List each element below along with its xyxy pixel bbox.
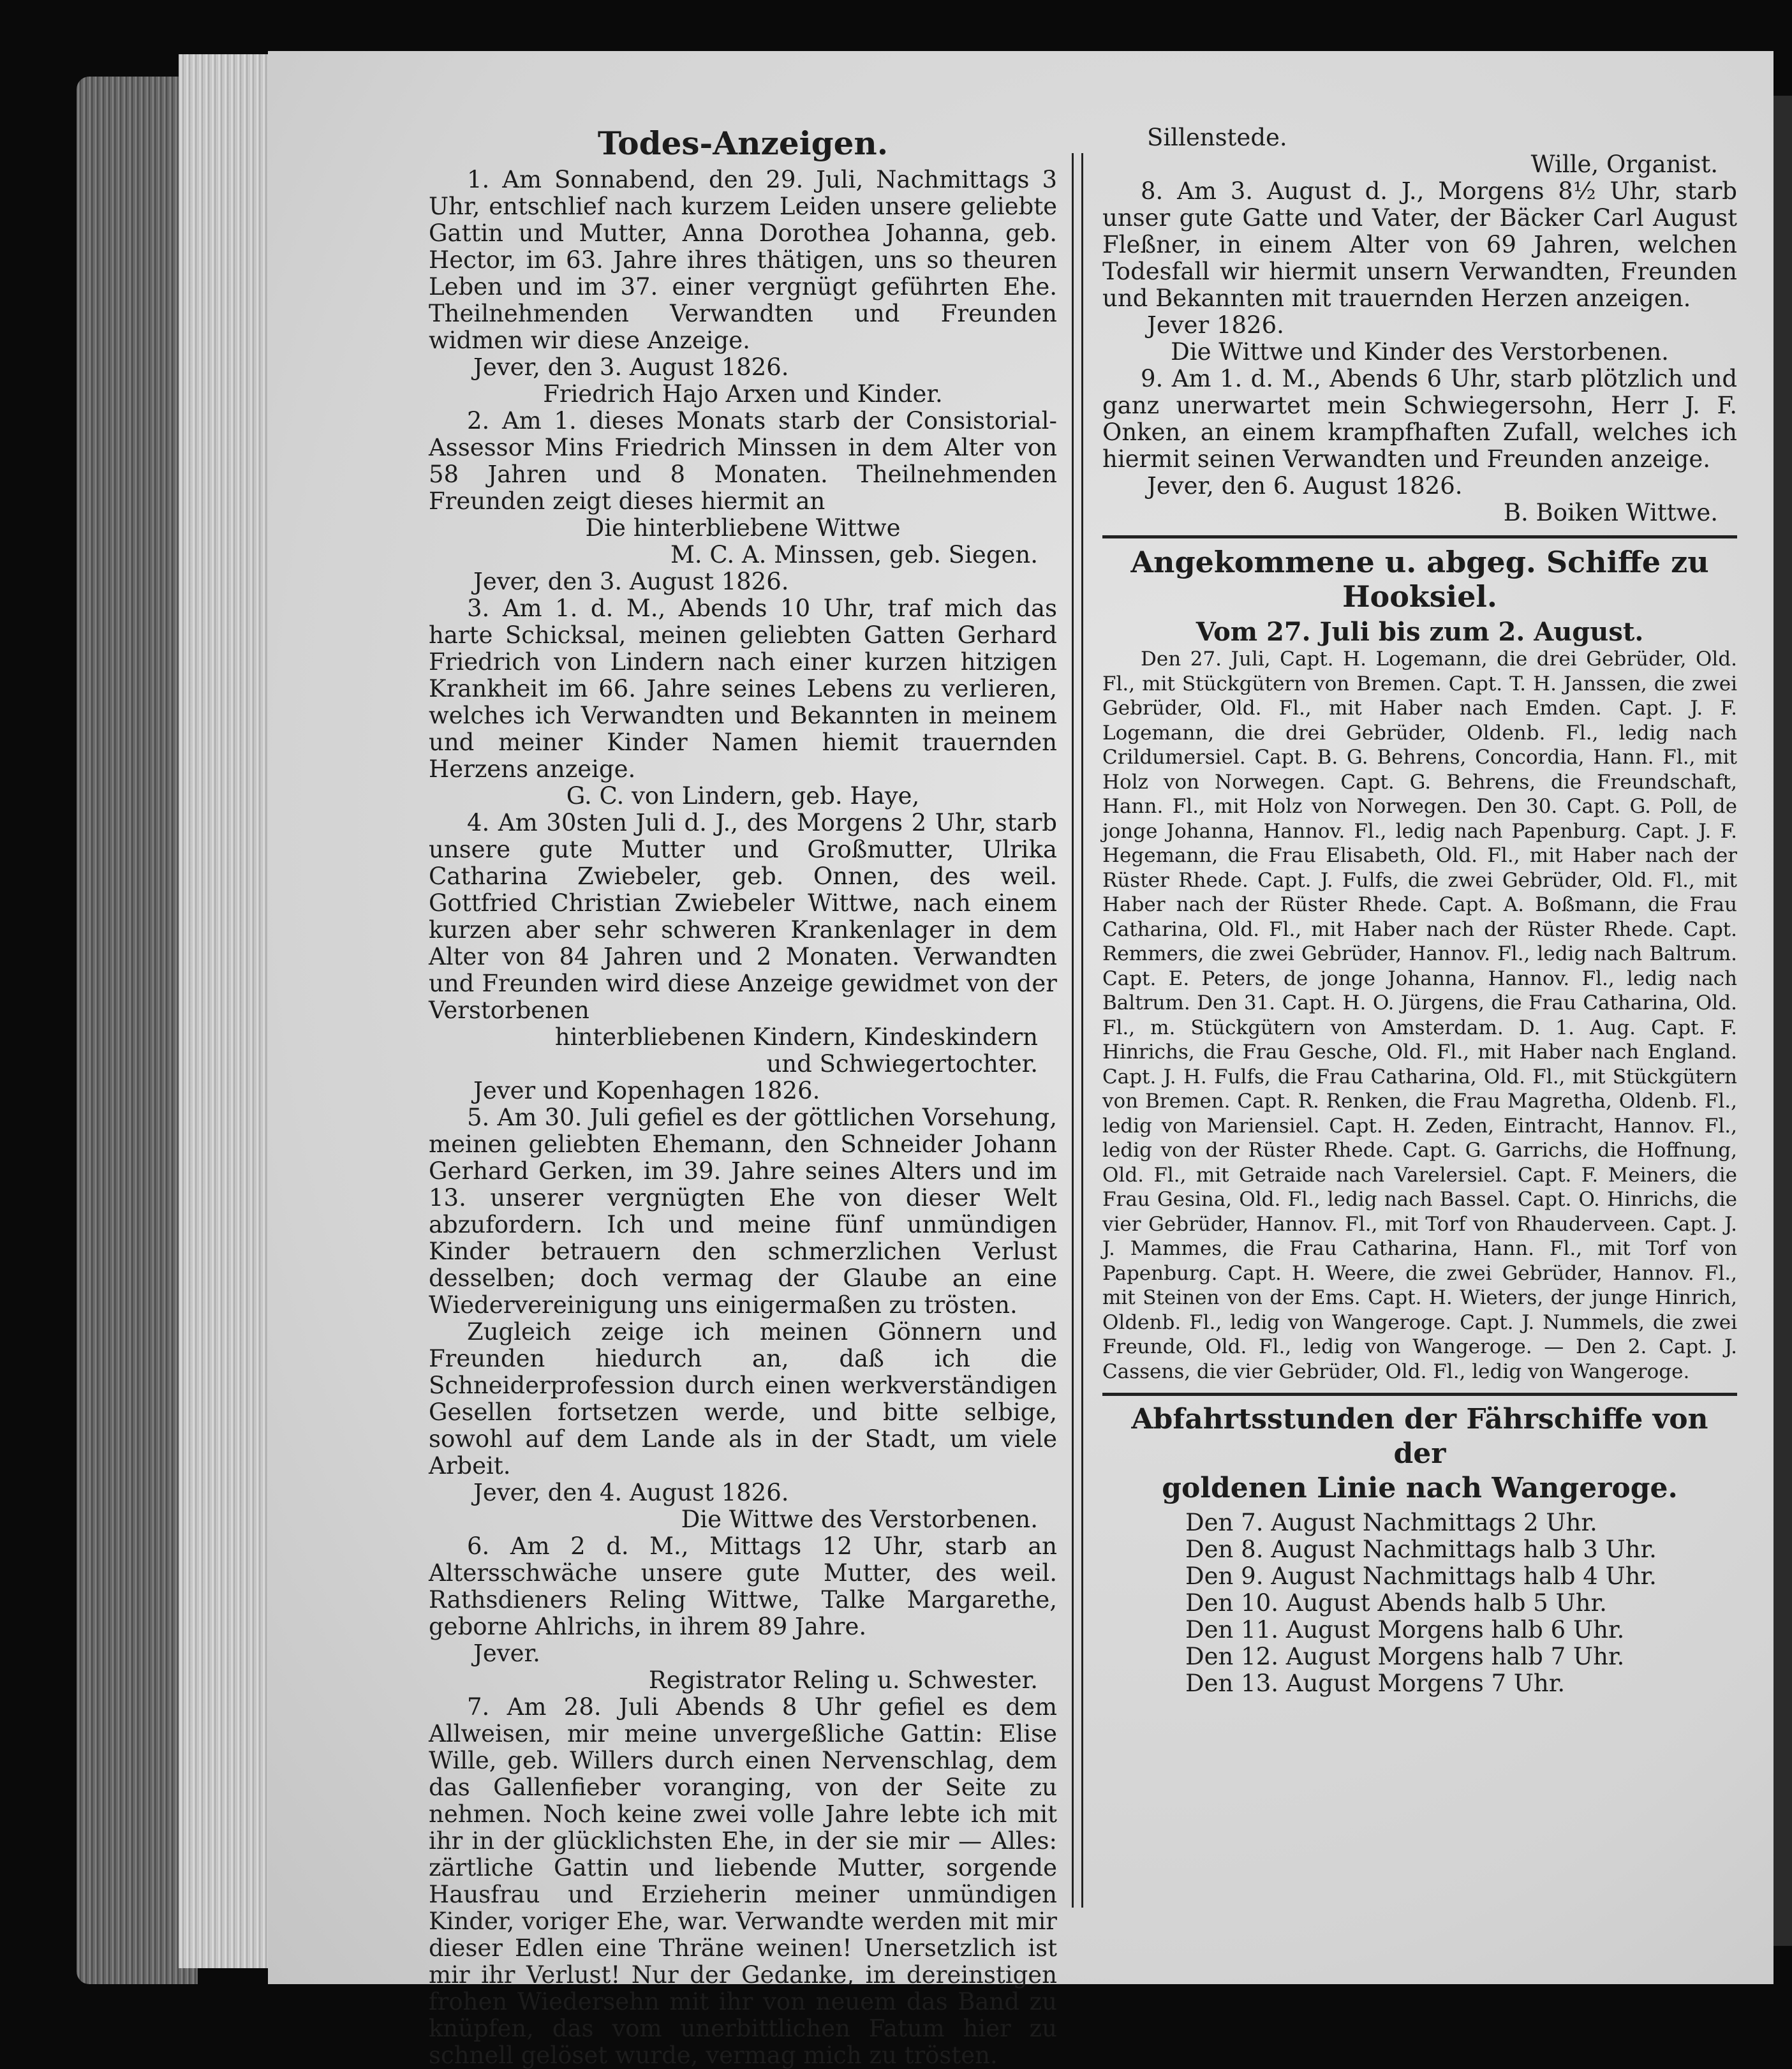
notice-place: Sillenstede. [1147,124,1287,151]
ships-text: Den 27. Juli, Capt. H. Logemann, die drei Gebrüder, Old. Fl., mit Stückgütern von Bremen. Capt. T. H. Janssen, die zwei Gebrüder, Old. Fl., mit Haber nach Emden. Capt. J. F. Logemann, die drei Gebrüder, Oldenb. Fl., ledig nach Crildumersiel. Capt. B. G. Behrens, Concordia, Hann. Fl., mit Holz von Norwegen. Capt. G. Behrens, die Freundschaft, Hann. Fl., mit Holz von Norwegen. Den 30. Capt. G. Poll, de jonge Johanna, Hannov. Fl., ledig nach Papenburg. Capt. J. F. Hegemann, die Frau Elisabeth, Old. Fl., mit Haber nach der Rüster Rhede. Capt. J. Fulfs, die zwei Gebrüder, Old. Fl., mit Haber nach der Rüster Rhede. Capt. A. Boßmann, die Frau Catharina, Old. Fl., mit Haber nach der Rüster Rhede. Capt. Remmers, die zwei Gebrüder, Hannov. Fl., ledig nach Baltrum. Capt. E. Peters, de jonge Johanna, Hannov. Fl., ledig nach Baltrum. Den 31. Capt. H. O. Jürgens, die Frau Catharina, Old. Fl., m. Stückgütern von Amsterdam. D. 1. Aug. Capt. F. Hinrichs, die Frau Gesche, Old. Fl., mit Haber nach England. Capt. J. H. Fulfs, die Frau Catharina, Old. Fl., mit Stückgütern von Bremen. Capt. R. Renken, die Frau Magretha, Oldenb. Fl., ledig von Mariensiel. Capt. H. Zeden, Eintracht, Hannov. Fl., ledig von der Rüster Rhede. Capt. G. Garrichs, die Hoffnung, Old. Fl., mit Getraide nach Varelersiel. Capt. F. Meiners, die Frau Gesina, Old. Fl., ledig nach Bassel. Capt. O. Hinrichs, die vier Gebrüder, Hannov. Fl., mit Torf von Rhauderveen. Capt. J. J. Mammes, die Frau Catharina, Hann. Fl., mit Torf von Papenburg. Capt. H. Weere, die zwei Gebrüder, Hannov. Fl., mit Steinen von der Ems. Capt. H. Wieters, der junge Hinrich, Oldenb. Fl., ledig von Wangeroge. Capt. J. Nummels, die zwei Freunde, Old. Fl., ledig von Wangeroge. — Den 2. Capt. J. Cassens, die vier Gebrüder, Old. Fl., ledig von Wangeroge. [1102,648,1737,1383]
notice-text: 9. Am 1. d. M., Abends 6 Uhr, starb plötzlich und ganz unerwartet mein Schwiegersohn, Herr J. F. Onken, an einem krampfhaften Zufall, welches ich hiermit seinen Verwandten und Freunden anzeige. [1102,365,1737,473]
ferry-times [1102,1509,1737,1697]
notice-text: 3. Am 1. d. M., Abends 10 Uhr, traf mich das harte Schicksal, meinen geliebten Gatten Gerhard Friedrich von Lindern nach einer kurzen hitzigen Krankheit im 66. Jahre seines Lebens zu verlieren, welches ich Verwandten und Bekannten in meinem und meiner Kinder Namen hiemit trauernden Herzens anzeige. [429,595,1057,783]
notice-5 [429,1104,1057,1533]
notice-place: Jever, den 3. August 1826. [473,568,789,595]
ships-heading: Angekommene u. abgeg. Schiffe zu Hooksiel. [1130,545,1709,614]
notice-signature: M. C. A. Minssen, geb. Siegen. [670,541,1038,568]
notice-signature: und Schwiegertochter. [766,1050,1038,1078]
ferry-time: Den 13. August Morgens 7 Uhr. [1185,1670,1566,1697]
notice-3 [429,595,1057,810]
notice-text: 2. Am 1. dieses Monats starb der Consistorial-Assessor Mins Friedrich Minssen in dem Alter von 58 Jahren und 8 Monaten. Theilnehmenden Freunden zeigt dieses hiermit an [429,407,1057,515]
ferry-time: Den 12. August Morgens halb 7 Uhr. [1185,1643,1625,1670]
ferry-time: Den 10. August Abends halb 5 Uhr. [1185,1589,1607,1617]
ferry-heading-line2: goldenen Linie nach Wangeroge. [1162,1472,1678,1504]
notice-signature: Die Wittwe des Verstorbenen. [681,1506,1038,1533]
ferry-time: Den 8. August Nachmittags halb 3 Uhr. [1185,1536,1657,1563]
ferry-time: Den 9. August Nachmittags halb 4 Uhr. [1185,1562,1657,1590]
notice-place: Jever. [473,1640,540,1667]
section-rule [1102,1393,1737,1396]
notice-place: Jever, den 3. August 1826. [473,353,789,381]
notice-signature-pre: Die hinterbliebene Wittwe [585,514,901,542]
section-rule [1102,535,1737,538]
facing-page-edge [1773,96,1792,1946]
notice-place: Jever und Kopenhagen 1826. [473,1077,820,1104]
notice-signature: Wille, Organist. [1530,151,1718,178]
notice-7 [429,1694,1057,2069]
ferry-time: Den 7. August Nachmittags 2 Uhr. [1185,1509,1597,1536]
notice-6 [429,1533,1057,1694]
notice-text: 5. Am 30. Juli gefiel es der göttlichen Vorsehung, meinen geliebten Ehemann, den Schneider Johann Gerhard Gerken, im 39. Jahre seines Alters und im 13. unserer vergnügten Ehe von dieser Welt abzufordern. Ich und meine fünf unmündigen Kinder betrauern den schmerzlichen Verlust desselben; doch vermag der Glaube an eine Wiedervereinigung uns einigermaßen zu trösten. [429,1104,1057,1319]
page-stack-edge [179,54,281,1968]
ships-list [1102,647,1737,1384]
notice-signature: G. C. von Lindern, geb. Haye, [566,782,920,810]
notice-8 [1102,178,1737,366]
right-column [1102,124,1737,1697]
notice-place: Jever 1826. [1147,311,1284,339]
left-column [429,124,1057,2069]
notice-signature: Registrator Reling u. Schwester. [648,1666,1038,1694]
ferry-time: Den 11. August Morgens halb 6 Uhr. [1185,1616,1625,1643]
notice-2 [429,408,1057,595]
death-notices-heading: Todes-Anzeigen. [597,124,889,162]
notice-place: Jever, den 4. August 1826. [473,1479,789,1506]
notice-text: 6. Am 2 d. M., Mittags 12 Uhr, starb an Altersschwäche unsere gute Mutter, des weil. Rathsdieners Reling Wittwe, Talke Margarethe, geborne Ahlrichs, in ihrem 89 Jahre. [429,1532,1057,1640]
notice-text-continued: Zugleich zeige ich meinen Gönnern und Freunden hiedurch an, daß ich die Schneiderprofession durch einen werkverständigen Gesellen fortsetzen werde, und bitte selbige, sowohl auf dem Lande als in der Stadt, um viele Arbeit. [429,1318,1057,1479]
ferry-heading-line1: Abfahrtsstunden der Fährschiffe von der [1131,1403,1708,1470]
notice-4 [429,810,1057,1104]
notice-text: 8. Am 3. August d. J., Morgens 8½ Uhr, starb unser gute Gatte und Vater, der Bäcker Carl August Fleßner, in einem Alter von 69 Jahren, welchen Todesfall wir hiermit unsern Verwandten, Freunden und Bekannten mit trauernden Herzen anzeigen. [1102,177,1737,312]
notice-7-continued [1102,124,1737,178]
notice-text: 1. Am Sonnabend, den 29. Juli, Nachmittags 3 Uhr, entschlief nach kurzem Leiden unsere geliebte Gattin und Mutter, Anna Dorothea Johanna, geb. Hector, im 63. Jahre ihres thätigen, uns so theuren Leben und im 37. einer vergnügt geführten Ehe. Theilnehmenden Verwandten und Freunden widmen wir diese Anzeige. [429,166,1057,354]
notice-signature: Die Wittwe und Kinder des Verstorbenen. [1171,338,1669,366]
notice-signature-pre: hinterbliebenen Kindern, Kindeskindern [554,1023,1038,1051]
ships-subheading: Vom 27. Juli bis zum 2. August. [1196,617,1644,647]
notice-place: Jever, den 6. August 1826. [1147,472,1463,500]
notice-9 [1102,366,1737,526]
notice-signature: B. Boiken Wittwe. [1503,499,1718,526]
notice-text: 4. Am 30sten Juli d. J., des Morgens 2 Uhr, starb unsere gute Mutter und Großmutter, Ulrika Catharina Zwiebeler, geb. Onnen, des weil. Gottfried Christian Zwiebeler Wittwe, nach einem kurzen aber sehr schweren Krankenlager in dem Alter von 84 Jahren und 2 Monaten. Verwandten und Freunden wird diese Anzeige gewidmet von der Verstorbenen [429,809,1057,1024]
column-divider [1072,153,1083,1908]
notice-signature: Friedrich Hajo Arxen und Kinder. [543,380,943,408]
notice-1 [429,167,1057,408]
notice-text: 7. Am 28. Juli Abends 8 Uhr gefiel es dem Allweisen, mir meine unvergeßliche Gattin: Elise Wille, geb. Willers durch einen Nervenschlag, dem das Gallenfieber voranging, von der Seite zu nehmen. Noch keine zwei volle Jahre lebte ich mit ihr in der glücklichsten Ehe, in der sie mir — Alles: zärtliche Gattin und liebende Mutter, sorgende Hausfrau und Erzieherin meiner unmündigen Kinder, voriger Ehe, war. Verwandte werden mit mir dieser Edlen eine Thräne weinen! Unersetzlich ist mir ihr Verlust! Nur der Gedanke, im dereinstigen frohen Wiedersehn mit ihr von neuem das Band zu knüpfen, das vom unerbittlichen Fatum hier zu schnell gelöset wurde, vermag mich zu trösten. [429,1693,1057,2069]
